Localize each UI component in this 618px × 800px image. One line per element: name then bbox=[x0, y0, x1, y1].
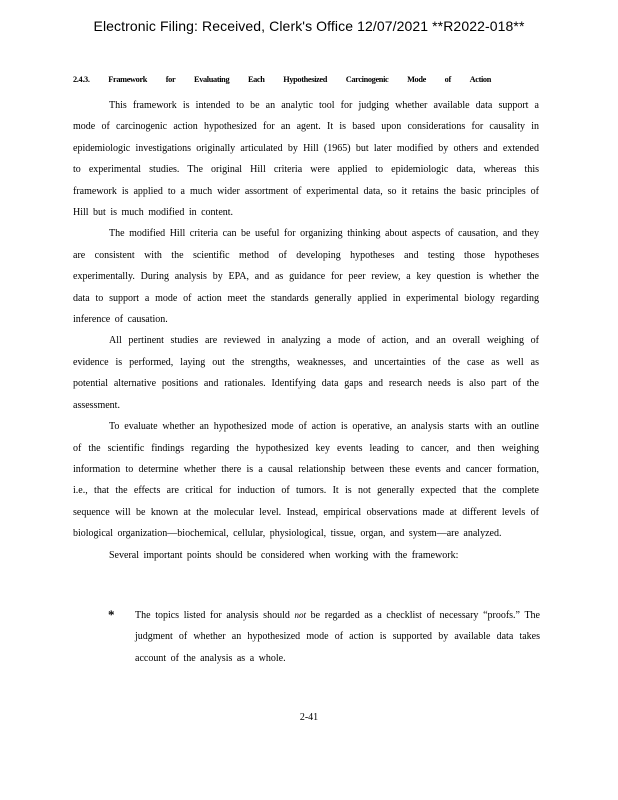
heading-word: of bbox=[444, 75, 451, 84]
heading-word: Carcinogenic bbox=[345, 75, 389, 84]
section-heading bbox=[73, 75, 491, 84]
heading-word: Framework bbox=[108, 75, 148, 84]
heading-word: for bbox=[165, 75, 176, 84]
filing-stamp: Electronic Filing: Received, Clerk's Office 12/07/2021 **R2022-018** bbox=[93, 18, 525, 34]
paragraph: This framework is intended to be an analytic tool for judging whether available data support a mode of carcinogenic action hypothesized for an agent. It is based upon considerations for causality in epidemiologic investigations originally articulated by Hill (1965) but later modified by others and extended to experimental studies. The original Hill criteria were applied to epidemiologic data, whereas this framework is applied to a much wider assortment of experimental data, so it retains the basic principles of Hill but is much modified in content. bbox=[73, 100, 539, 219]
bullet-text bbox=[135, 605, 540, 669]
paragraph: The modified Hill criteria can be useful for organizing thinking about aspects of causation, and they are consistent with the scientific method of developing hypotheses and testing those hypotheses experimentally. During analysis by EPA, and as guidance for peer review, a key question is whether the data to support a mode of action meet the standards generally applied in experimental biology regarding inference of causation. bbox=[73, 228, 539, 326]
paragraph: Several important points should be considered when working with the framework: bbox=[109, 549, 459, 561]
heading-word: Mode bbox=[407, 75, 426, 84]
bullet-text-before: The topics listed for analysis should bbox=[135, 610, 290, 621]
section-body bbox=[73, 95, 539, 566]
heading-word: Each bbox=[247, 75, 265, 84]
bullet-mark: * bbox=[108, 607, 115, 622]
bullet-emphasis: not bbox=[294, 610, 307, 620]
page-number: 2-41 bbox=[299, 712, 319, 723]
bullet-text-after: be regarded as a checklist of necessary “proofs.” The judgment of whether an hypothesized mode of action is supported by available data takes account of the analysis as a whole. bbox=[135, 610, 540, 664]
heading-word: 2.4.3. bbox=[73, 75, 90, 84]
paragraph: All pertinent studies are reviewed in analyzing a mode of action, and an overall weighing of evidence is performed, laying out the strengths, weaknesses, and uncertainties of the case as well as potential alternative positions and rationales. Identifying data gaps and research needs is also part of the assessment. bbox=[73, 335, 539, 411]
paragraph: To evaluate whether an hypothesized mode of action is operative, an analysis starts with an outline of the scientific findings regarding the hypothesized key events leading to cancer, and then weighing information to determine whether there is a causal relationship between these events and cancer formation, i.e., that the effects are critical for induction of tumors. It is not generally expected that the complete sequence will be known at the molecular level. Instead, empirical observations made at different levels of biological organization—biochemical, cellular, physiological, tissue, organ, and system—are analyzed. bbox=[73, 421, 539, 540]
heading-word: Evaluating bbox=[194, 75, 230, 84]
bullet-item bbox=[108, 605, 540, 669]
heading-word: Action bbox=[469, 75, 491, 84]
heading-word: Hypothesized bbox=[283, 75, 327, 84]
